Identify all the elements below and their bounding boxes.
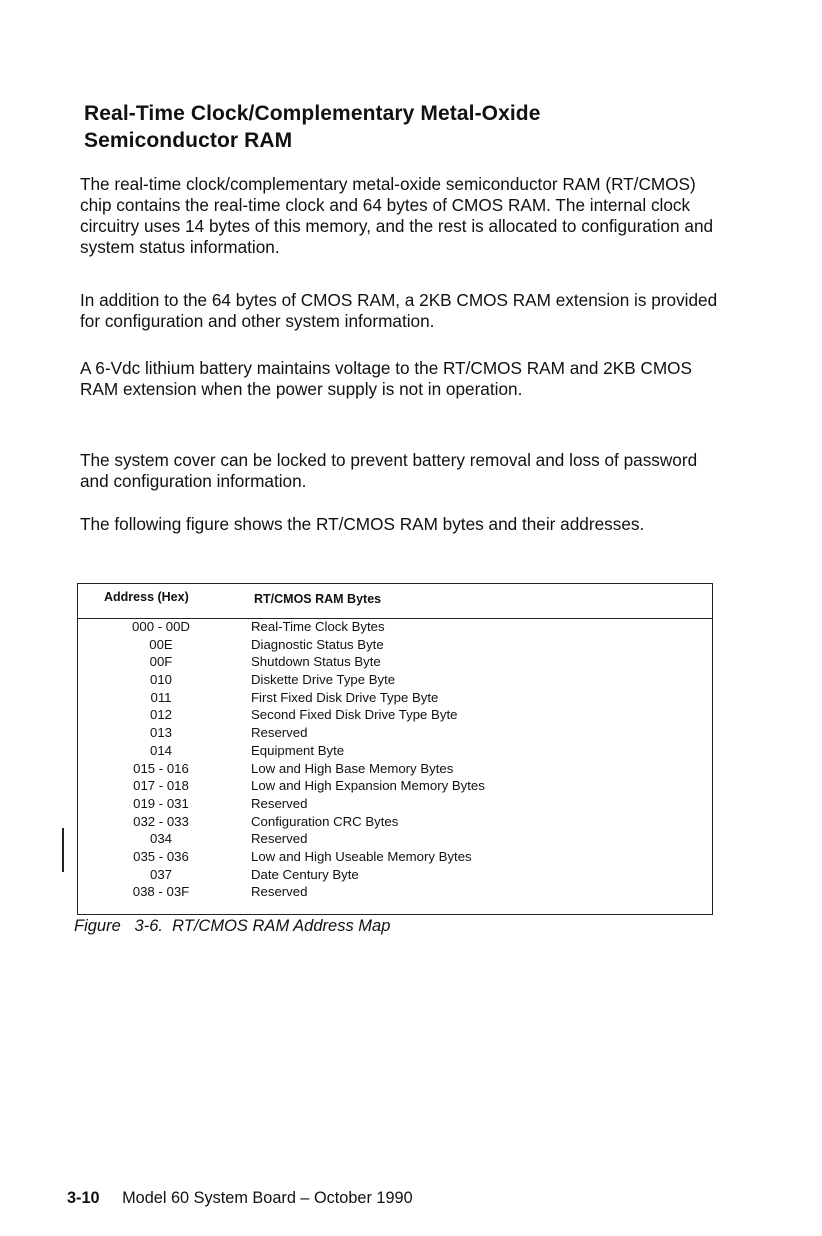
table-row [78, 795, 712, 813]
caption-number: 3-6. [134, 917, 163, 935]
row-address: 00E [149, 636, 173, 652]
table-row [78, 618, 712, 636]
table-row [78, 724, 712, 742]
caption-title: RT/CMOS RAM Address Map [172, 917, 391, 935]
row-address: 012 [149, 707, 172, 723]
page-footer [67, 1189, 413, 1208]
table-row [78, 777, 712, 795]
row-description: Date Century Byte [251, 866, 359, 882]
section-heading-line-2: Semiconductor RAM [84, 129, 293, 152]
row-address: 017 - 018 [133, 778, 189, 794]
row-address: 034 [149, 831, 172, 847]
section-heading-line-1: Real-Time Clock/Complementary Metal-Oxide [84, 102, 541, 125]
row-description: Real-Time Clock Bytes [251, 619, 385, 634]
paragraph-battery: A 6-Vdc lithium battery maintains voltage to the RT/CMOS RAM and 2KB CMOS RAM extension when the power supply is not in operation. [80, 358, 692, 399]
row-address: 015 - 016 [133, 760, 189, 776]
row-address: 019 - 031 [133, 795, 189, 811]
row-address: 00F [149, 654, 173, 670]
row-description: Low and High Useable Memory Bytes [251, 848, 472, 864]
row-description: Low and High Base Memory Bytes [251, 760, 454, 776]
column-header-bytes: RT/CMOS RAM Bytes [254, 592, 382, 606]
row-address: 010 [149, 672, 172, 688]
row-description: Diskette Drive Type Byte [251, 672, 396, 688]
row-description: Reserved [251, 831, 308, 847]
row-description: Reserved [251, 725, 308, 741]
row-address: 013 [149, 725, 172, 741]
row-address: 037 [149, 866, 172, 882]
row-description: Equipment Byte [251, 742, 345, 758]
row-description: Reserved [251, 795, 308, 811]
caption-label: Figure [74, 917, 121, 935]
table-row [78, 760, 712, 778]
paragraph-figure-intro: The following figure shows the RT/CMOS RAM bytes and their addresses. [80, 514, 645, 534]
paragraph-cmos-extension: In addition to the 64 bytes of CMOS RAM, a 2KB CMOS RAM extension is provided for configuration and other system information. [80, 290, 718, 331]
paragraph-rtcmos-intro: The real-time clock/complementary metal-oxide semiconductor RAM (RT/CMOS) chip contains the real-time clock and 64 bytes of CMOS RAM. The internal clock circuitry uses 14 bytes of this memory, and the rest is allocated to configuration and system status information. [80, 174, 714, 257]
table-header [78, 584, 712, 619]
revision-bar [62, 828, 64, 872]
row-description: Shutdown Status Byte [251, 654, 381, 670]
row-address: 011 [150, 689, 172, 705]
row-address: 014 [149, 742, 172, 758]
address-map-table [77, 583, 713, 915]
row-address: 038 - 03F [132, 884, 190, 900]
row-address: 000 - 00D [132, 619, 190, 634]
paragraph-cover-lock: The system cover can be locked to prevent battery removal and loss of password and configuration information. [80, 450, 698, 491]
table-row [78, 689, 712, 707]
row-description: First Fixed Disk Drive Type Byte [251, 689, 439, 705]
row-address: 032 - 033 [133, 813, 189, 829]
table-row [78, 636, 712, 654]
section-heading [84, 100, 724, 154]
table-row [78, 671, 712, 689]
page-number: 3-10 [67, 1189, 100, 1207]
table-row [78, 742, 712, 760]
table-row [78, 866, 712, 884]
footer-text: Model 60 System Board – October 1990 [122, 1189, 413, 1207]
table-row [78, 883, 712, 901]
table-row [78, 706, 712, 724]
table-row [78, 848, 712, 866]
row-description: Reserved [251, 884, 308, 900]
table-row [78, 813, 712, 831]
table-body [78, 618, 712, 901]
row-description: Second Fixed Disk Drive Type Byte [251, 707, 458, 723]
row-description: Configuration CRC Bytes [251, 813, 399, 829]
row-address: 035 - 036 [133, 848, 189, 864]
row-description: Low and High Expansion Memory Bytes [251, 778, 485, 794]
column-header-address: Address (Hex) [104, 590, 189, 604]
table-row [78, 653, 712, 671]
row-description: Diagnostic Status Byte [251, 636, 384, 652]
table-row [78, 830, 712, 848]
figure-caption [74, 917, 390, 936]
